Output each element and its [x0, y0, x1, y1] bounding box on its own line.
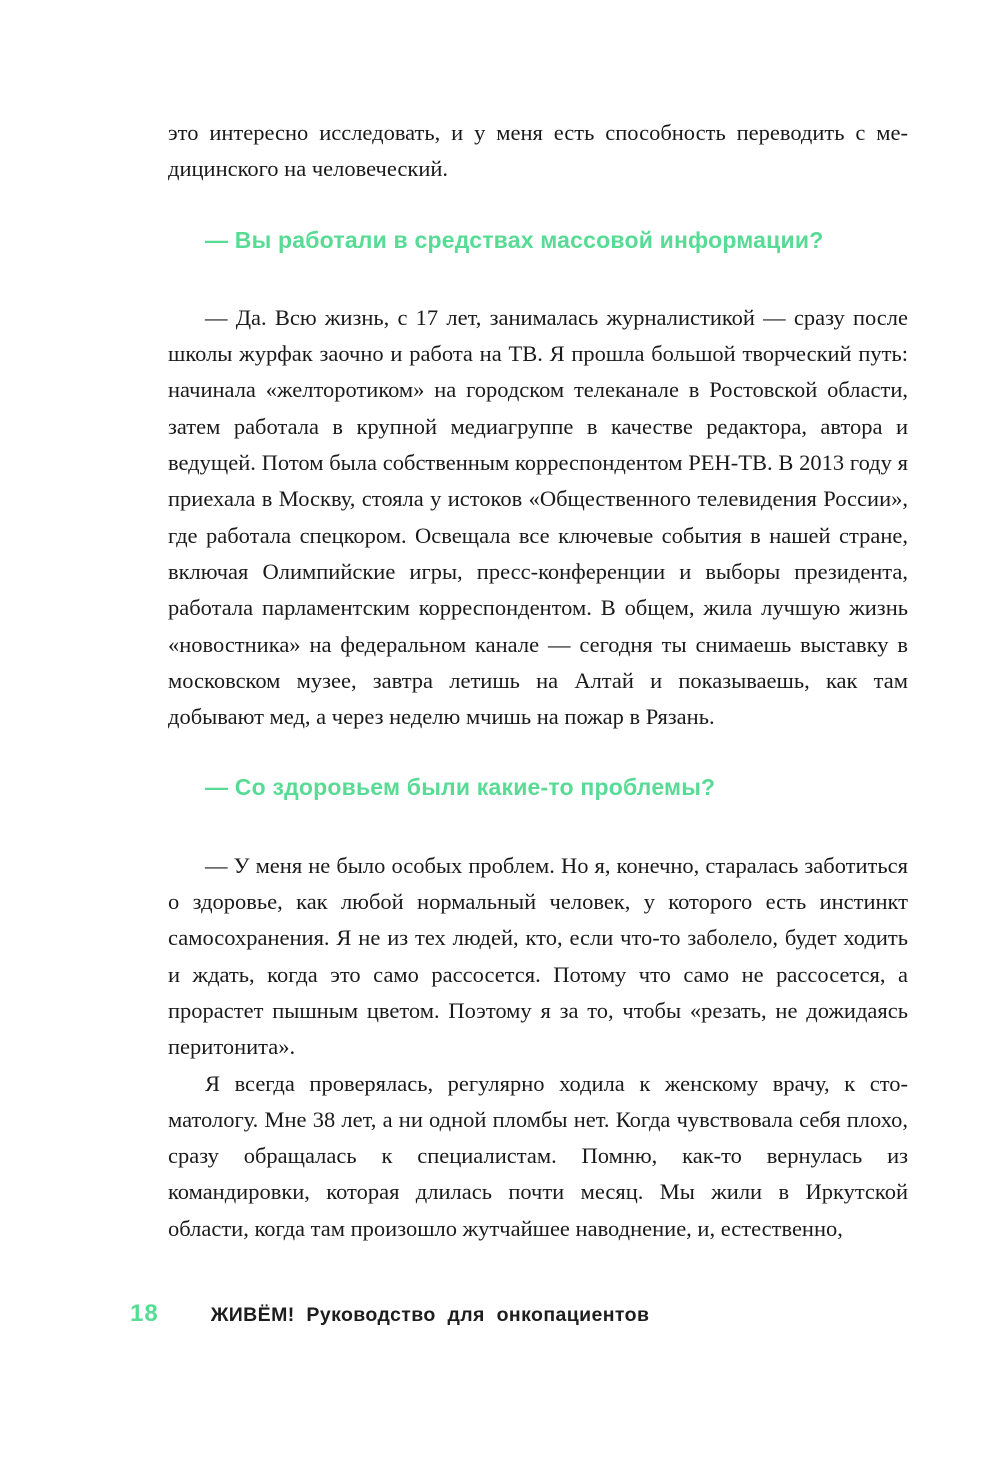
page-footer	[130, 1300, 649, 1328]
paragraph-answer-checkups: Я всегда проверялась, регулярно ходила к женскому врачу, к стоматологу. Мне 38 лет, а ни одной пломбы нет. Когда чувствовала себя плохо, сразу обращалась к специалистам. Помню, как-то вернулась из командировки, которая длилась почти месяц. Мы жили в Иркутской области, когда там произошло жутчайшее наводнение, и, естественно,	[168, 1070, 908, 1241]
question-heading-media: — Вы работали в средствах массовой информации?	[205, 226, 824, 253]
paragraph-answer-health: — У меня не было особых проблем. Но я, конечно, старалась заботиться о здоровье, как любой нормальный человек, у которого есть инстинкт самосохранения. Я не из тех людей, кто, если что-то заболело, будет ходить и ждать, когда это само рассосется. Потому что само не рассосется, а прорастет пышным цветом. Поэтому я за то, чтобы «резать, не дожидаясь перитонита».	[168, 852, 908, 1060]
running-book-title: ЖИВЁМ! Руководство для онкопациентов	[210, 1304, 650, 1326]
page-number: 18	[130, 1300, 159, 1327]
paragraph-continuation: это интересно исследовать, и у меня есть способность переводить с медицинского на человеческий.	[168, 120, 908, 182]
paragraph-answer-career: — Да. Всю жизнь, с 17 лет, занималась журналистикой — сразу после школы журфак заочно и работа на ТВ. Я прошла большой творческий путь: начинала «желторотиком» на городском телеканале в Ростовской области, затем работала в крупной медиагруппе в качестве редактора, автора и ведущей. Потом была собственным корреспондентом РЕН-ТВ. В 2013 году я приехала в Москву, стояла у истоков «Общественного телевидения России», где работала спецкором. Освещала все ключевые события в нашей стране, включая Олимпийские игры, пресс-конференции и выборы президента, работала парламентским корреспондентом. В общем, жила лучшую жизнь «новостника» на федеральном канале — сегодня ты снимаешь выставку в московском музее, завтра летишь на Алтай и показываешь, как там добывают мед, а через неделю мчишь на пожар в Рязань.	[168, 304, 908, 730]
question-heading-health: — Со здоровьем были какие-то проблемы?	[205, 774, 716, 801]
page-text-column	[168, 0, 908, 1247]
